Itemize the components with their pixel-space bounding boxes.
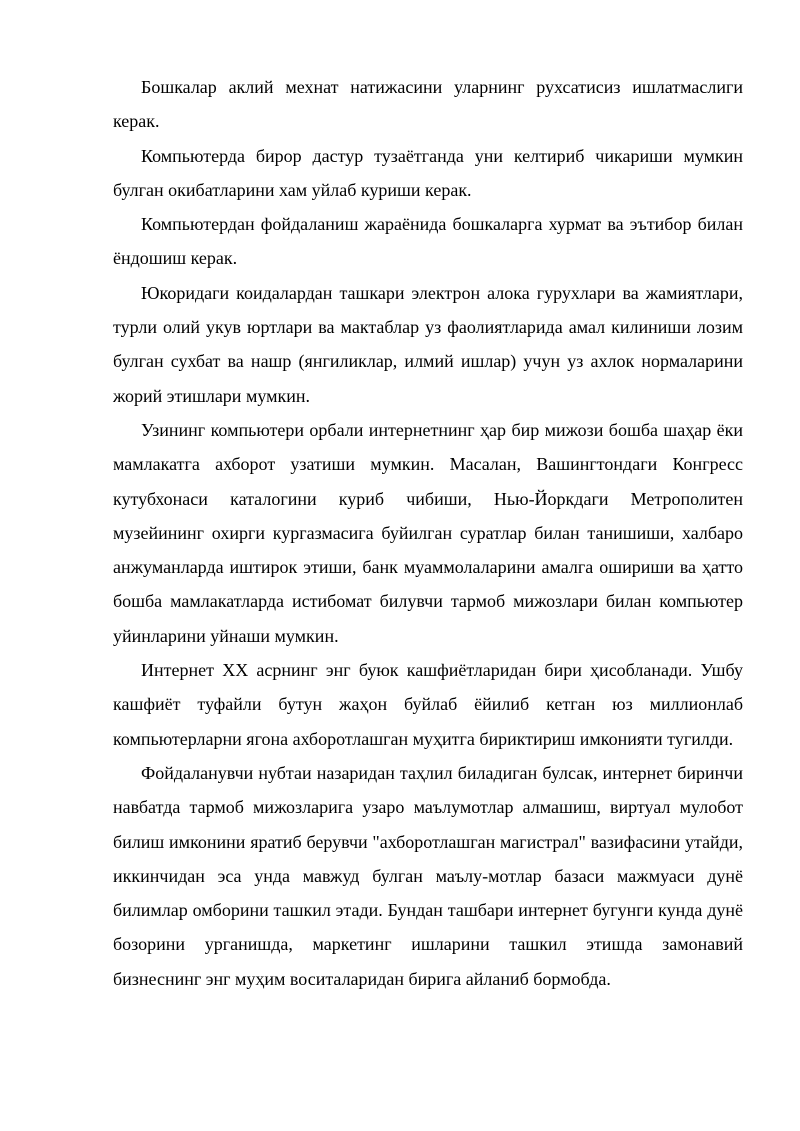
paragraph: Узининг компьютери орбали интернетнинг ҳар бир мижози бошба шаҳар ёки мамлакатга ахборот узатиши мумкин. Масалан, Вашингтондаги Конгресс кутубхонаси каталогини куриб чибиши, Нью-Йоркдаги Метрополитен музейининг охирги кургазмасига буйилган суратлар билан танишиши, халбаро анжуманларда иштирок этиши, банк муаммолаларини амалга ошириши ва ҳатто бошба мамлакатларда истибомат билувчи тармоб мижозлари билан компьютер уйинларини уйнаши мумкин.: [113, 419, 743, 646]
paragraph: Бошкалар аклий мехнат натижасини уларнинг рухсатисиз ишлатмаслиги керак.: [113, 77, 743, 132]
paragraph: Компьютердан фойдаланиш жараёнида бошкаларга хурмат ва эътибор билан ёндошиш керак.: [113, 214, 743, 269]
paragraph: Интернет XX асрнинг энг буюк кашфиётларидан бири ҳисобланади. Ушбу кашфиёт туфайли бутун жаҳон буйлаб ёйилиб кетган юз миллионлаб компьютерларни ягона ахборотлашган муҳитга бириктириш имконияти тугилди.: [113, 660, 743, 749]
paragraph: Компьютерда бирор дастур тузаётганда уни келтириб чикариши мумкин булган окибатларини хам уйлаб куриши керак.: [113, 145, 743, 200]
paragraph: Юкоридаги коидалардан ташкари электрон алока гурухлари ва жамиятлари, турли олий укув юртлари ва мактаблар уз фаолиятларида амал килиниши лозим булган сухбат ва нашр (янгиликлар, илмий ишлар) учун уз ахлок нормаларини жорий этишлари мумкин.: [113, 282, 743, 406]
paragraph: Фойдаланувчи нубтаи назаридан таҳлил биладиган булсак, интернет биринчи навбатда тармоб мижозларига узаро маълумотлар алмашиш, виртуал мулобот билиш имконини яратиб берувчи "ахборотлашган магистрал" вазифасини утайди, иккинчидан эса унда мавжуд булган маълу-мотлар базаси мажмуаси дунё билимлар омборини ташкил этади. Бундан ташбари интернет бугунги кунда дунё бозорини урганишда, маркетинг ишларини ташкил этишда замонавий бизнеснинг энг муҳим воситаларидан бирига айланиб бормобда.: [113, 762, 743, 989]
document-page: [113, 70, 743, 996]
